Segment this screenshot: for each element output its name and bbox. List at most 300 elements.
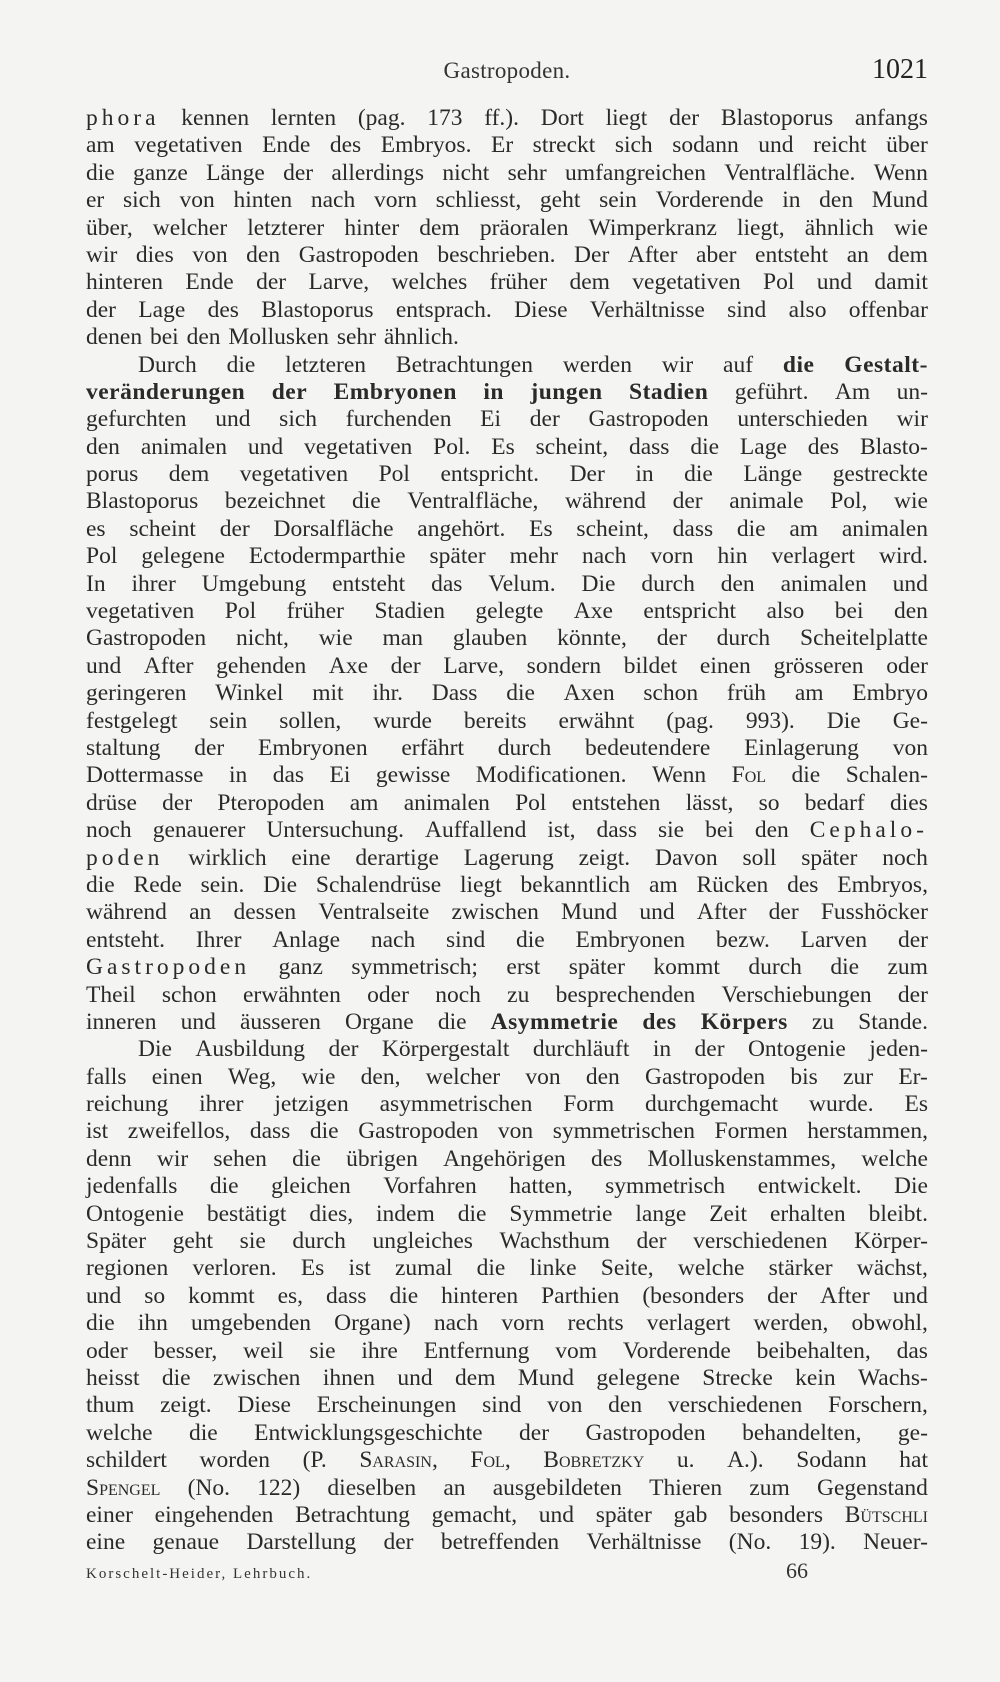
word <box>536 434 608 461</box>
word <box>86 324 142 351</box>
plain-text: bekanntlich <box>520 871 631 898</box>
plain-text: derartige <box>355 844 439 871</box>
plain-text: geht <box>539 187 581 214</box>
word <box>647 1146 836 1173</box>
plain-text: welche <box>861 1145 928 1172</box>
word <box>337 324 376 351</box>
plain-text: Es <box>529 515 553 542</box>
text-line <box>86 598 928 625</box>
plain-text: Ectodermparthie <box>248 543 406 570</box>
plain-text: denen <box>86 324 143 351</box>
plain-text: den <box>585 1063 620 1090</box>
plain-text: in <box>782 187 801 214</box>
plain-text: schliesst, <box>435 187 522 214</box>
plain-text: dem <box>168 461 210 488</box>
word <box>570 461 605 488</box>
word <box>327 1475 416 1502</box>
word <box>477 1255 506 1282</box>
word <box>162 1365 191 1392</box>
plain-text: die <box>189 1419 218 1446</box>
word <box>514 297 568 324</box>
plain-text: am <box>86 132 115 159</box>
word <box>86 1255 168 1282</box>
word <box>323 1365 375 1392</box>
plain-text: besser, <box>153 1337 218 1364</box>
plain-text: später <box>801 844 858 871</box>
plain-text: Dottermasse <box>86 762 204 789</box>
word <box>748 1036 846 1063</box>
plain-text: obwohl, <box>851 1310 928 1337</box>
plain-text: Am <box>834 378 871 405</box>
plain-text: betreffenden <box>440 1529 560 1556</box>
text-line <box>86 790 928 817</box>
plain-text: Dort <box>540 105 584 131</box>
plain-text: Parthien <box>541 1282 620 1309</box>
text-line <box>86 1228 928 1255</box>
word <box>437 242 555 269</box>
word <box>86 1447 167 1474</box>
plain-text: soll <box>742 844 777 871</box>
word <box>596 1365 680 1392</box>
word <box>491 1009 619 1036</box>
plain-text: sind <box>446 926 486 953</box>
word <box>863 1529 928 1556</box>
word <box>690 434 719 461</box>
word <box>86 625 206 652</box>
word <box>656 187 764 214</box>
word <box>572 790 661 817</box>
plain-text: (pag. <box>357 105 406 131</box>
plain-text: die <box>226 351 256 378</box>
word <box>136 242 174 269</box>
plain-text: welcher <box>425 1063 501 1090</box>
word <box>547 817 575 844</box>
plain-text: ihrer <box>131 570 176 597</box>
plain-text: durch <box>641 570 695 597</box>
plain-text: durch <box>292 1228 346 1255</box>
plain-text: das <box>272 762 305 789</box>
plain-text: Ventralfläche, <box>407 488 539 515</box>
word <box>329 762 350 789</box>
styled-text: Sarasin <box>359 1447 432 1474</box>
word <box>724 160 855 187</box>
word <box>334 379 457 406</box>
word <box>628 242 678 269</box>
word <box>129 516 196 543</box>
plain-text: eine <box>86 1529 126 1556</box>
plain-text: jetzigen <box>274 1091 349 1118</box>
word <box>543 1447 644 1474</box>
plain-text: Blastoporus <box>86 488 199 515</box>
plain-text: Forschern, <box>828 1392 928 1419</box>
word <box>893 1283 928 1310</box>
word <box>632 269 740 296</box>
plain-text: von <box>892 734 928 761</box>
plain-text: After <box>143 652 194 679</box>
word <box>727 297 766 324</box>
word <box>855 105 928 132</box>
word <box>697 872 769 899</box>
word <box>310 1118 339 1145</box>
plain-text: des <box>207 296 239 323</box>
word <box>869 1036 928 1063</box>
styled-text: Bütschli <box>844 1501 928 1528</box>
plain-text: entwickelt. <box>757 1173 862 1200</box>
plain-text: schon <box>643 680 699 707</box>
word <box>389 1283 418 1310</box>
plain-text: Später <box>86 1228 147 1255</box>
plain-text: sondern <box>526 652 602 679</box>
plain-text: Organe) <box>334 1310 411 1337</box>
plain-text: so <box>144 1282 166 1309</box>
word <box>432 680 478 707</box>
plain-text: am <box>349 789 379 816</box>
plain-text: animalen <box>140 433 227 460</box>
word <box>480 215 569 242</box>
plain-text: des <box>807 433 840 460</box>
word <box>641 571 695 598</box>
word <box>493 1475 622 1502</box>
plain-text: wurde. <box>809 1091 874 1118</box>
plain-text: hin <box>717 543 748 570</box>
plain-text: Lage <box>739 433 787 460</box>
plain-text: Scheitelplatte <box>800 625 928 652</box>
word <box>766 598 804 625</box>
plain-text: an <box>189 899 212 926</box>
word <box>374 598 445 625</box>
plain-text: heisst <box>86 1364 140 1391</box>
word <box>86 954 250 981</box>
plain-text: ihr. <box>372 680 403 707</box>
plain-text: ähnlich. <box>383 324 459 351</box>
word <box>767 1283 797 1310</box>
word <box>301 1064 335 1091</box>
plain-text: zu <box>811 1008 835 1035</box>
plain-text: vorn <box>501 1310 545 1337</box>
plain-text: an <box>443 1474 466 1501</box>
word <box>662 352 693 379</box>
word <box>351 954 478 981</box>
word <box>86 982 136 1009</box>
word <box>564 680 615 707</box>
word <box>86 160 115 187</box>
word <box>729 488 803 515</box>
word <box>138 352 197 379</box>
plain-text: der <box>897 926 928 953</box>
word <box>228 1064 276 1091</box>
plain-text: furchenden <box>345 406 452 433</box>
plain-text: Davon <box>654 844 718 871</box>
plain-text: die <box>684 461 713 488</box>
plain-text: vegetativen <box>303 433 413 460</box>
word <box>559 708 635 735</box>
plain-text: welcher <box>152 214 228 241</box>
word <box>758 1173 862 1200</box>
word <box>527 653 601 680</box>
plain-text: gemacht, <box>431 1501 518 1528</box>
plain-text: oder <box>886 652 928 679</box>
plain-text: erwähnt <box>558 707 635 734</box>
word <box>425 817 526 844</box>
word <box>722 982 872 1009</box>
plain-text: welche <box>677 1255 745 1282</box>
plain-text: und <box>892 570 928 597</box>
word <box>852 680 928 707</box>
word <box>540 187 580 214</box>
plain-text: wie <box>301 1063 336 1090</box>
word <box>729 1529 771 1556</box>
word <box>202 571 306 598</box>
plain-text: Pteropoden <box>217 789 325 816</box>
word <box>217 790 324 817</box>
word <box>86 215 133 242</box>
word <box>392 269 468 296</box>
word <box>376 762 450 789</box>
word <box>649 872 678 899</box>
word <box>821 899 928 926</box>
plain-text: der <box>328 1036 359 1063</box>
plain-text: verschiedenen <box>667 1392 803 1419</box>
word <box>677 1447 695 1474</box>
plain-text: welche <box>86 1419 153 1446</box>
word <box>189 899 211 926</box>
word <box>650 543 693 570</box>
plain-text: hat <box>899 1447 928 1474</box>
plain-text: über, <box>86 214 133 241</box>
word <box>635 1201 686 1228</box>
text-line <box>86 488 928 515</box>
plain-text: allerdings <box>331 159 425 186</box>
plain-text: entsteht <box>332 570 406 597</box>
plain-text: nach <box>310 187 356 214</box>
plain-text: animalen <box>841 515 928 542</box>
word <box>575 927 685 954</box>
word <box>642 1009 676 1036</box>
plain-text: Molluskenstammes, <box>647 1145 837 1172</box>
word <box>195 1036 305 1063</box>
word <box>624 653 678 680</box>
text-line <box>86 1338 928 1365</box>
word <box>257 1475 300 1502</box>
word <box>443 1475 465 1502</box>
word <box>86 571 106 598</box>
plain-text: der <box>256 269 287 296</box>
plain-text: während <box>86 899 167 926</box>
plain-text: von <box>179 187 215 214</box>
plain-text: zumal <box>394 1255 453 1282</box>
plain-text: Mund <box>561 899 618 926</box>
word <box>475 598 543 625</box>
plain-text: einen <box>699 652 751 679</box>
plain-text: vegetativen <box>239 461 349 488</box>
plain-text: Er- <box>898 1063 928 1090</box>
plain-text: gelegte <box>475 598 544 625</box>
word <box>358 105 406 132</box>
word <box>271 1173 351 1200</box>
word <box>510 543 558 570</box>
word <box>86 1009 156 1036</box>
plain-text: bedarf <box>804 789 865 816</box>
plain-text: entspricht. <box>440 461 540 488</box>
text-line <box>86 1036 928 1063</box>
word <box>192 1255 276 1282</box>
word <box>893 735 928 762</box>
plain-text: und <box>86 1282 122 1309</box>
word <box>645 1091 778 1118</box>
word <box>563 352 632 379</box>
text-line <box>86 215 928 242</box>
word <box>541 1283 619 1310</box>
word <box>490 269 547 296</box>
word <box>128 1118 230 1145</box>
plain-text: Gastropoden <box>298 241 419 268</box>
plain-text: nach <box>433 1310 479 1337</box>
word <box>846 762 928 789</box>
plain-text: Untersuchung. <box>266 817 405 844</box>
word <box>792 762 821 789</box>
plain-text: verlagert <box>771 543 856 570</box>
styled-text: Asymmetrie <box>490 1008 619 1035</box>
word <box>86 1091 168 1118</box>
plain-text: in <box>228 762 248 789</box>
plain-text: wir <box>661 351 694 378</box>
word <box>749 1475 789 1502</box>
word <box>279 406 317 433</box>
word <box>380 1091 533 1118</box>
word <box>705 817 734 844</box>
word <box>188 1475 230 1502</box>
word <box>86 817 132 844</box>
word <box>893 708 928 735</box>
word <box>256 269 286 296</box>
text-line <box>86 954 928 981</box>
word <box>721 105 833 132</box>
plain-text: bezw. <box>715 926 770 953</box>
plain-text: Ausbildung <box>195 1036 306 1063</box>
word <box>272 927 340 954</box>
plain-text: der <box>219 515 250 542</box>
plain-text: hatten, <box>509 1173 573 1200</box>
word <box>309 1201 353 1228</box>
word <box>769 1255 833 1282</box>
text-line <box>86 160 928 187</box>
plain-text: sich <box>122 187 161 214</box>
word <box>299 242 419 269</box>
word <box>160 1392 212 1419</box>
plain-text: sehen <box>213 1145 267 1172</box>
plain-text: (besonders <box>642 1282 745 1309</box>
plain-text: lange <box>635 1200 687 1227</box>
word <box>329 653 368 680</box>
plain-text: noch <box>882 844 928 871</box>
word <box>833 461 928 488</box>
plain-text: von <box>547 1392 583 1419</box>
word <box>86 735 160 762</box>
plain-text: bezeichnet <box>224 488 326 515</box>
text-line <box>86 899 928 926</box>
plain-text: wird. <box>879 543 928 570</box>
word <box>787 872 818 899</box>
word <box>869 1201 928 1228</box>
plain-text: hinteren <box>441 1282 519 1309</box>
word <box>530 379 602 406</box>
styled-text: Stadien <box>629 378 709 405</box>
plain-text: in <box>652 1036 672 1063</box>
word <box>441 1283 518 1310</box>
plain-text: umgebenden <box>190 1310 312 1337</box>
plain-text: u. <box>676 1447 695 1474</box>
plain-text: äusseren <box>239 1008 321 1035</box>
plain-text: scheint, <box>535 433 609 460</box>
plain-text: Weg, <box>227 1063 277 1090</box>
word <box>516 927 545 954</box>
word <box>189 1420 218 1447</box>
plain-text: entspricht <box>643 598 736 625</box>
plain-text: der <box>283 159 314 186</box>
plain-text: After <box>696 899 747 926</box>
plain-text: Einlagerung <box>744 734 859 761</box>
word <box>729 1502 823 1529</box>
word <box>732 762 766 789</box>
plain-text: bis <box>790 1063 818 1090</box>
word <box>438 1009 467 1036</box>
plain-text: Ontogenie <box>86 1200 184 1227</box>
plain-text: die <box>506 680 535 707</box>
word <box>898 927 928 954</box>
word <box>565 160 706 187</box>
word <box>586 1420 706 1447</box>
word <box>86 1201 184 1228</box>
word <box>748 954 802 981</box>
plain-text: dass <box>628 433 670 460</box>
word <box>86 1310 115 1337</box>
plain-text: sehr <box>507 159 547 186</box>
word <box>225 598 256 625</box>
word <box>86 105 160 132</box>
plain-text: Die <box>893 1173 928 1200</box>
plain-text: kennen <box>181 105 250 131</box>
text-line <box>86 1173 928 1200</box>
word <box>383 1529 413 1556</box>
word <box>781 571 867 598</box>
word <box>849 297 928 324</box>
word <box>301 1255 325 1282</box>
plain-text: symmetrischen <box>552 1118 695 1145</box>
word <box>852 1310 928 1337</box>
word <box>653 954 720 981</box>
plain-text: sie <box>239 1228 266 1255</box>
plain-text: jeden- <box>869 1036 928 1063</box>
word <box>893 571 928 598</box>
word <box>233 187 292 214</box>
styled-text: Körpers <box>700 1008 788 1035</box>
word <box>86 1283 121 1310</box>
plain-text: ausgebildeten <box>492 1474 622 1501</box>
word <box>185 269 233 296</box>
plain-text: Sodann <box>796 1447 867 1474</box>
word <box>515 790 546 817</box>
plain-text: durchgemacht <box>645 1091 779 1118</box>
plain-text: wurde <box>373 707 432 734</box>
plain-text: streckt <box>532 132 596 159</box>
word <box>382 625 422 652</box>
word <box>134 132 242 159</box>
word <box>857 1255 928 1282</box>
word <box>805 790 865 817</box>
plain-text: sehr <box>336 324 376 351</box>
word <box>311 187 355 214</box>
text-line <box>86 1392 928 1419</box>
